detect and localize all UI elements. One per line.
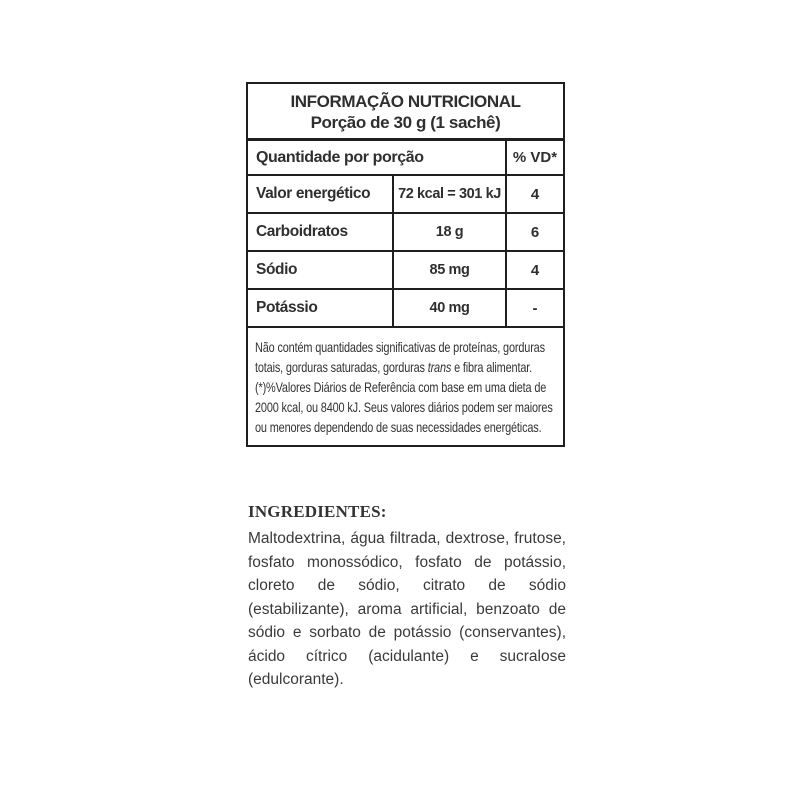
- nutrition-title: INFORMAÇÃO NUTRICIONAL: [290, 92, 521, 111]
- table-row: [248, 290, 563, 328]
- nutrient-amount: 85 mg: [392, 252, 505, 288]
- footnote-part2: e fibra alimentar. (*)%Valores Diários de Referência com base em uma dieta de 2000 kcal, ou 8400 kJ. Seus valores diários podem ser maiores ou menores dependendo de suas necessidades energéticas.: [255, 359, 553, 435]
- nutrient-vd: 4: [505, 176, 563, 212]
- ingredients-text: Maltodextrina, água filtrada, dextrose, frutose, fosfato monossódico, fosfato de potássio, cloreto de sódio, citrato de sódio (estabilizante), aroma artificial, benzoato de sódio e sorbato de potássio (conservantes), ácido cítrico (acidulante) e sucralose (edulcorante).: [248, 530, 566, 688]
- nutrient-vd: 6: [505, 214, 563, 250]
- nutrition-table: [246, 82, 565, 447]
- nutrition-table-header: [248, 84, 563, 141]
- footnote-trans-italic: trans: [427, 359, 452, 375]
- nutrient-name: Potássio: [256, 299, 318, 316]
- table-row: [248, 214, 563, 252]
- nutrient-vd: 4: [505, 252, 563, 288]
- column-header-row: [248, 141, 563, 176]
- nutrient-amount: 40 mg: [392, 290, 505, 326]
- ingredients-section: [248, 502, 566, 692]
- column-header-vd: % VD*: [505, 141, 563, 174]
- column-header-quantity: Quantidade por porção: [256, 148, 424, 166]
- ingredients-heading: INGREDIENTES:: [248, 502, 387, 521]
- nutrient-name: Carboidratos: [256, 223, 348, 240]
- nutrient-name: Sódio: [256, 261, 298, 278]
- footnote-part1: Não contém quantidades significativas de proteínas, gorduras totais, gorduras saturadas, gorduras: [255, 339, 545, 375]
- nutrient-amount: 72 kcal = 301 kJ: [392, 176, 505, 212]
- table-footnote: [248, 328, 563, 445]
- nutrient-amount: 18 g: [392, 214, 505, 250]
- table-row: [248, 252, 563, 290]
- footnote-text: [255, 337, 561, 437]
- serving-size: Porção de 30 g (1 sachê): [310, 113, 501, 132]
- nutrient-name: Valor energético: [256, 185, 371, 202]
- nutrient-vd: -: [505, 290, 563, 326]
- table-row: [248, 176, 563, 214]
